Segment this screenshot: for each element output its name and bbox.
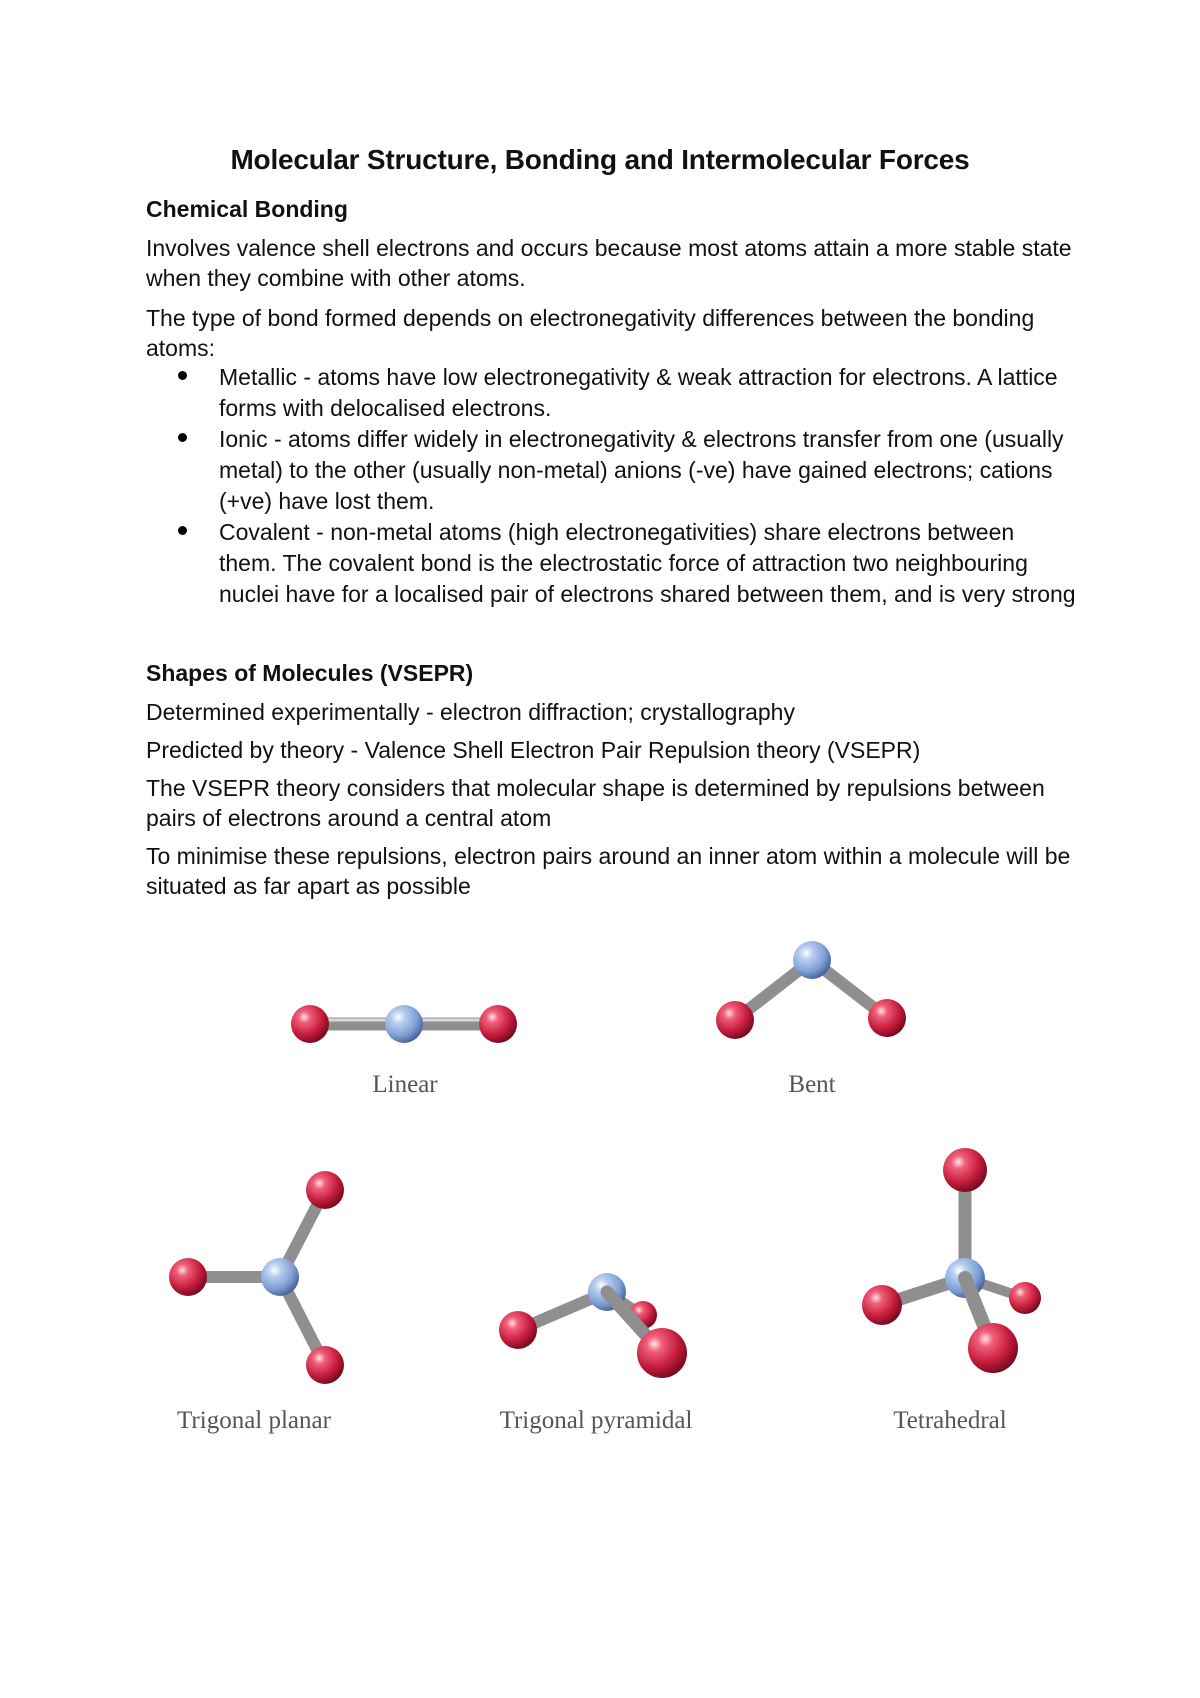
outer-atom: [943, 1148, 987, 1192]
paragraph-experimental: Determined experimentally - electron diffraction; crystallography: [146, 699, 795, 725]
list-item-metallic: Metallic - atoms have low electronegativity & weak attraction for electrons. A lattice forms with delocalised electrons.: [146, 362, 1076, 424]
bullet-icon: [178, 526, 187, 535]
outer-atom: [499, 1311, 537, 1349]
paragraph-bond-type: The type of bond formed depends on electronegativity differences between the bonding atoms:: [146, 305, 1035, 361]
bullet-icon: [178, 433, 187, 442]
central-atom: [385, 1005, 423, 1043]
trigonal-planar-molecule: [169, 1171, 344, 1434]
linear-molecule: [291, 1005, 517, 1098]
outer-atom: [479, 1005, 517, 1043]
outer-atom: [306, 1171, 344, 1209]
outer-atom: [306, 1346, 344, 1384]
paragraph-vsepr-repulsions: The VSEPR theory considers that molecular shape is determined by repulsions between pairs of electrons around a central atom: [146, 775, 1045, 831]
molecular-shapes-figure: [0, 920, 1200, 1460]
caption-bent: Bent: [788, 1071, 836, 1098]
list-item-covalent: Covalent - non-metal atoms (high electronegativities) share electrons between them. The covalent bond is the electrostatic force of attraction two neighbouring nuclei have for a localised pair of electrons shared between them, and is very strong: [146, 517, 1076, 610]
list-item-ionic: Ionic - atoms differ widely in electronegativity & electrons transfer from one (usually metal) to the other (usually non-metal) anions (-ve) have gained electrons; cations (+ve) have lost them.: [146, 424, 1076, 517]
caption-trigonal-planar: Trigonal planar: [177, 1407, 331, 1434]
caption-linear: Linear: [372, 1071, 438, 1098]
bond-type-list: [146, 362, 1076, 610]
outer-atom: [968, 1323, 1018, 1373]
paragraph-valence: Involves valence shell electrons and occurs because most atoms attain a more stable state when they combine with other atoms.: [146, 235, 1072, 291]
paragraph-theory: Predicted by theory - Valence Shell Electron Pair Repulsion theory (VSEPR): [146, 737, 921, 763]
trigonal-pyramidal-molecule: [499, 1273, 692, 1434]
paragraph-minimise: To minimise these repulsions, electron pairs around an inner atom within a molecule will be situated as far apart as possible: [146, 843, 1071, 899]
caption-tetrahedral: Tetrahedral: [893, 1407, 1007, 1434]
outer-atom: [291, 1005, 329, 1043]
outer-atom: [716, 1001, 754, 1039]
central-atom: [261, 1258, 299, 1296]
outer-atom: [862, 1285, 902, 1325]
page-title: Molecular Structure, Bonding and Intermolecular Forces: [230, 144, 970, 175]
bent-molecule: [716, 941, 906, 1098]
outer-atom: [169, 1258, 207, 1296]
section-heading-chemical-bonding: Chemical Bonding: [146, 196, 348, 222]
bullet-icon: [178, 371, 187, 380]
outer-atom: [637, 1328, 687, 1378]
tetrahedral-molecule: [862, 1148, 1041, 1434]
section-heading-vsepr: Shapes of Molecules (VSEPR): [146, 660, 474, 686]
outer-atom: [868, 999, 906, 1037]
central-atom: [793, 941, 831, 979]
outer-atom: [1009, 1282, 1041, 1314]
caption-trigonal-pyramidal: Trigonal pyramidal: [499, 1407, 693, 1434]
